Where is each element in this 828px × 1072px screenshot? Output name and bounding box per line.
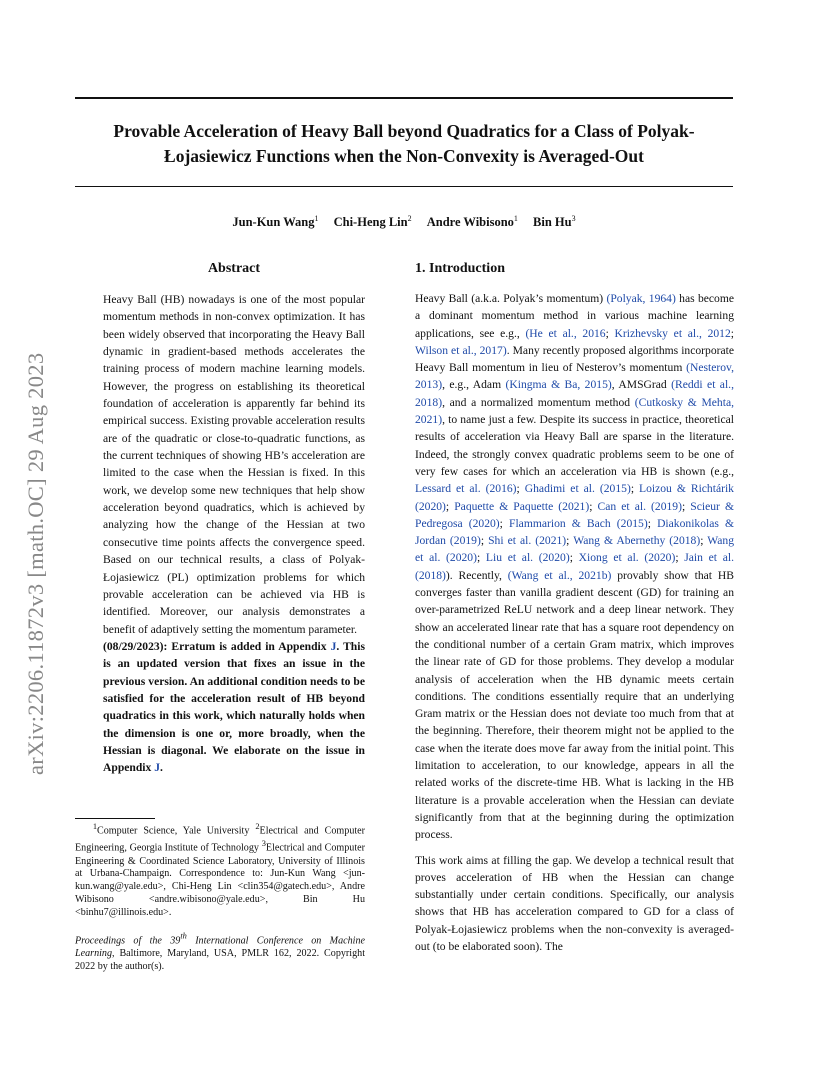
citation-link[interactable]: Can et al. (2019) (597, 499, 682, 513)
citation-link[interactable]: Diakonikolas & Jordan (2019) (415, 516, 735, 548)
author: Andre Wibisono$^1$ (426, 214, 518, 230)
intro-text: ; (566, 534, 574, 548)
author: Chi-Heng Lin$^2$ (333, 214, 412, 230)
citation-link[interactable]: Flammarion & Bach (2015) (509, 516, 648, 530)
intro-paragraph (415, 290, 734, 844)
arxiv-stamp: arXiv:2206.11872v3 [math.OC] 29 Aug 2023 (23, 352, 48, 775)
abstract-body: Heavy Ball (HB) nowadays is one of the most popular momentum methods in non-convex optimization. It has been widely observed that incorporating the Heavy Ball dynamic in gradient-based methods accelerates the training process of modern machine learning models. However, the progress on establishing its theoretical foundation of acceleration is apparently far behind its empirical success. Existing provable acceleration results are of the quadratic or close-to-quadratic functions, as the current techniques of showing HB’s acceleration are limited to the case when the Hessian is fixed. In this work, we develop some new techniques that help show acceleration beyond quadratics, which is achieved by analyzing how the change of the Hessian at two consecutive time points affects the convergence speed. Based on our technical results, a class of Polyak-Łojasiewicz (PL) optimization problems for which provable acceleration can be achieved via HB is identified. Moreover, our analysis demonstrates a benefit of adaptively setting the momentum parameter. (103, 293, 365, 636)
citation-link[interactable]: (Polyak, 1964) (606, 292, 676, 305)
intro-text: ; (499, 516, 509, 530)
citation-link[interactable]: Xiong et al. (2020) (578, 551, 676, 565)
citation-link[interactable]: Krizhevsky et al., 2012 (614, 326, 731, 340)
title-bottom-rule (75, 186, 733, 187)
proceedings-note: Proceedings of the 39th International Conference on Machine Learning, Baltimore, Maryland, USA, PMLR 162, 2022. Copyright 2022 by the author(s). (75, 932, 365, 973)
intro-text: ; (589, 499, 598, 513)
intro-text: ; (675, 551, 685, 565)
abstract-heading: Abstract (207, 261, 261, 276)
intro-text: ; (681, 499, 691, 513)
citation-link[interactable]: Wang et al. (2020) (415, 534, 735, 565)
citation-link[interactable]: Scieur & Pedregosa (2020) (415, 499, 734, 530)
intro-text: ; (730, 326, 735, 340)
citation-link[interactable]: Paquette & Paquette (2021) (454, 499, 590, 513)
abstract (103, 291, 365, 777)
title-top-rule (75, 97, 733, 99)
citation-link[interactable]: (Cutkosky & Mehta, 2021) (415, 395, 734, 427)
citation-link[interactable]: Ghadimi et al. (2015) (524, 482, 631, 496)
citation-link[interactable]: (Wang et al., 2021b) (507, 568, 612, 582)
intro-text: , to name just a few. Despite its success in practice, theoretical results of acceleration via Heavy Ball are sparse in the literature. Indeed, the strongly convex quadratic problems seem to be one of very few cases for which an acceleration via HB is shown (e.g., (415, 413, 734, 478)
intro-text: , e.g., Adam (442, 378, 506, 392)
citation-link[interactable]: Wilson et al., 2017) (415, 343, 507, 357)
citation-link[interactable]: (Kingma & Ba, 2015) (505, 378, 612, 392)
intro-text: ; (605, 326, 615, 340)
appendix-link[interactable]: J (330, 639, 337, 653)
citation-link[interactable]: Lessard et al. (2016) (415, 482, 517, 496)
intro-text: ; (569, 551, 579, 565)
intro-text: Heavy Ball (a.k.a. Polyak’s momentum) (415, 292, 607, 305)
intro-text: ; (480, 534, 489, 548)
intro-text: ; (700, 534, 708, 548)
introduction (415, 290, 734, 955)
citation-link[interactable]: (Nesterov, 2013) (415, 361, 734, 392)
citation-link[interactable]: Jain et al. (2018) (415, 551, 734, 582)
citation-link[interactable]: (He et al., 2016 (525, 326, 606, 340)
intro-text: . Many recently proposed algorithms incorporate Heavy Ball momentum in lieu of Nesterov’s momentum (415, 343, 734, 375)
intro-text: provably show that HB converges faster than vanilla gradient descent (GD) for training an over-parametrized ReLU network and a deep linear network. They show an accelerated linear rate that has a square root dependency on the conditional number of a certain Gram matrix, which improves the linear rate of GD for those problems. They develop a modular analysis of acceleration when the HB dynamic meets certain conditions. The conditions essentially require that an underlying Gram matrix or the Hessian does not deviate too much from that at the beginning. Therefore, their theorem might not be applied to the case when the iterate does move far away from the initial point. This limitation to acceleration, to our knowledge, appears in all the related works of the discrete-time HB. What is lacking in the HB literature is a provable acceleration when the Hessian can deviate significantly from that at the beginning during the optimization process. (415, 568, 734, 842)
citation-link[interactable]: Loizou & Richtárik (2020) (415, 482, 734, 513)
appendix-link[interactable]: J (154, 761, 161, 775)
author-list (75, 214, 733, 230)
citation-link[interactable]: (Reddi et al., 2018) (415, 378, 734, 409)
intro-text: , AMSGrad (611, 378, 672, 392)
intro-text: , and a normalized momentum method (442, 395, 635, 409)
intro-text: ; (647, 516, 658, 530)
paper-title: Provable Acceleration of Heavy Ball beyond Quadratics for a Class of Polyak-Łojasiewicz Functions when the Non-Convexity is Averaged-Out (113, 121, 695, 166)
erratum-note: (08/29/2023): Erratum is added in Appendix J. This is an updated version that fixes an issue in the previous version. An additional condition needs to be satisfied for the acceleration result of HB beyond quadratics in this work, which naturally holds when the dimension is one or, more broadly, when the Hessian is diagonal. We elaborate on the issue in Appendix J. (103, 639, 365, 775)
intro-text: ; (516, 482, 525, 496)
footnote-rule (75, 818, 155, 819)
affiliation-footnote: $^1$Computer Science, Yale University $^2$Electrical and Computer Engineering, Georgia Institute of Technology $^3$Electrical and Computer Engineering & Coordinated Science Laboratory, University of Illinois at Urbana-Champaign. Correspondence to: Jun-Kun Wang <jun-kun.wang@yale.edu>, Chi-Heng Lin <clin354@gatech.edu>, Andre Wibisono <andre.wibisono@yale.edu>, Bin Hu <binhu7@illinois.edu>. (75, 822, 366, 919)
intro-text: ). Recently, (445, 568, 508, 582)
intro-paragraph: This work aims at filling the gap. We develop a technical result that proves acceleration of HB when the Hessian can change substantially under certain conditions. Specifically, our analysis shows that HB has acceleration compared to GD for a class of Polyak-Łojasiewicz problems when the non-convexity is averaged-out (to be elaborated soon). The (415, 853, 734, 953)
intro-text: ; (630, 482, 640, 496)
citation-link[interactable]: Shi et al. (2021) (488, 534, 567, 548)
intro-text: has become a dominant momentum method in various machine learning applications, see e.g., (415, 292, 734, 340)
author: Jun-Kun Wang$^1$ (232, 214, 319, 230)
author: Bin Hu$^3$ (533, 214, 576, 230)
intro-text: ; (476, 551, 486, 565)
section-heading: 1. Introduction (415, 261, 505, 276)
citation-link[interactable]: Wang & Abernethy (2018) (573, 534, 701, 548)
citation-link[interactable]: Liu et al. (2020) (485, 551, 570, 565)
intro-text: ; (445, 499, 455, 513)
